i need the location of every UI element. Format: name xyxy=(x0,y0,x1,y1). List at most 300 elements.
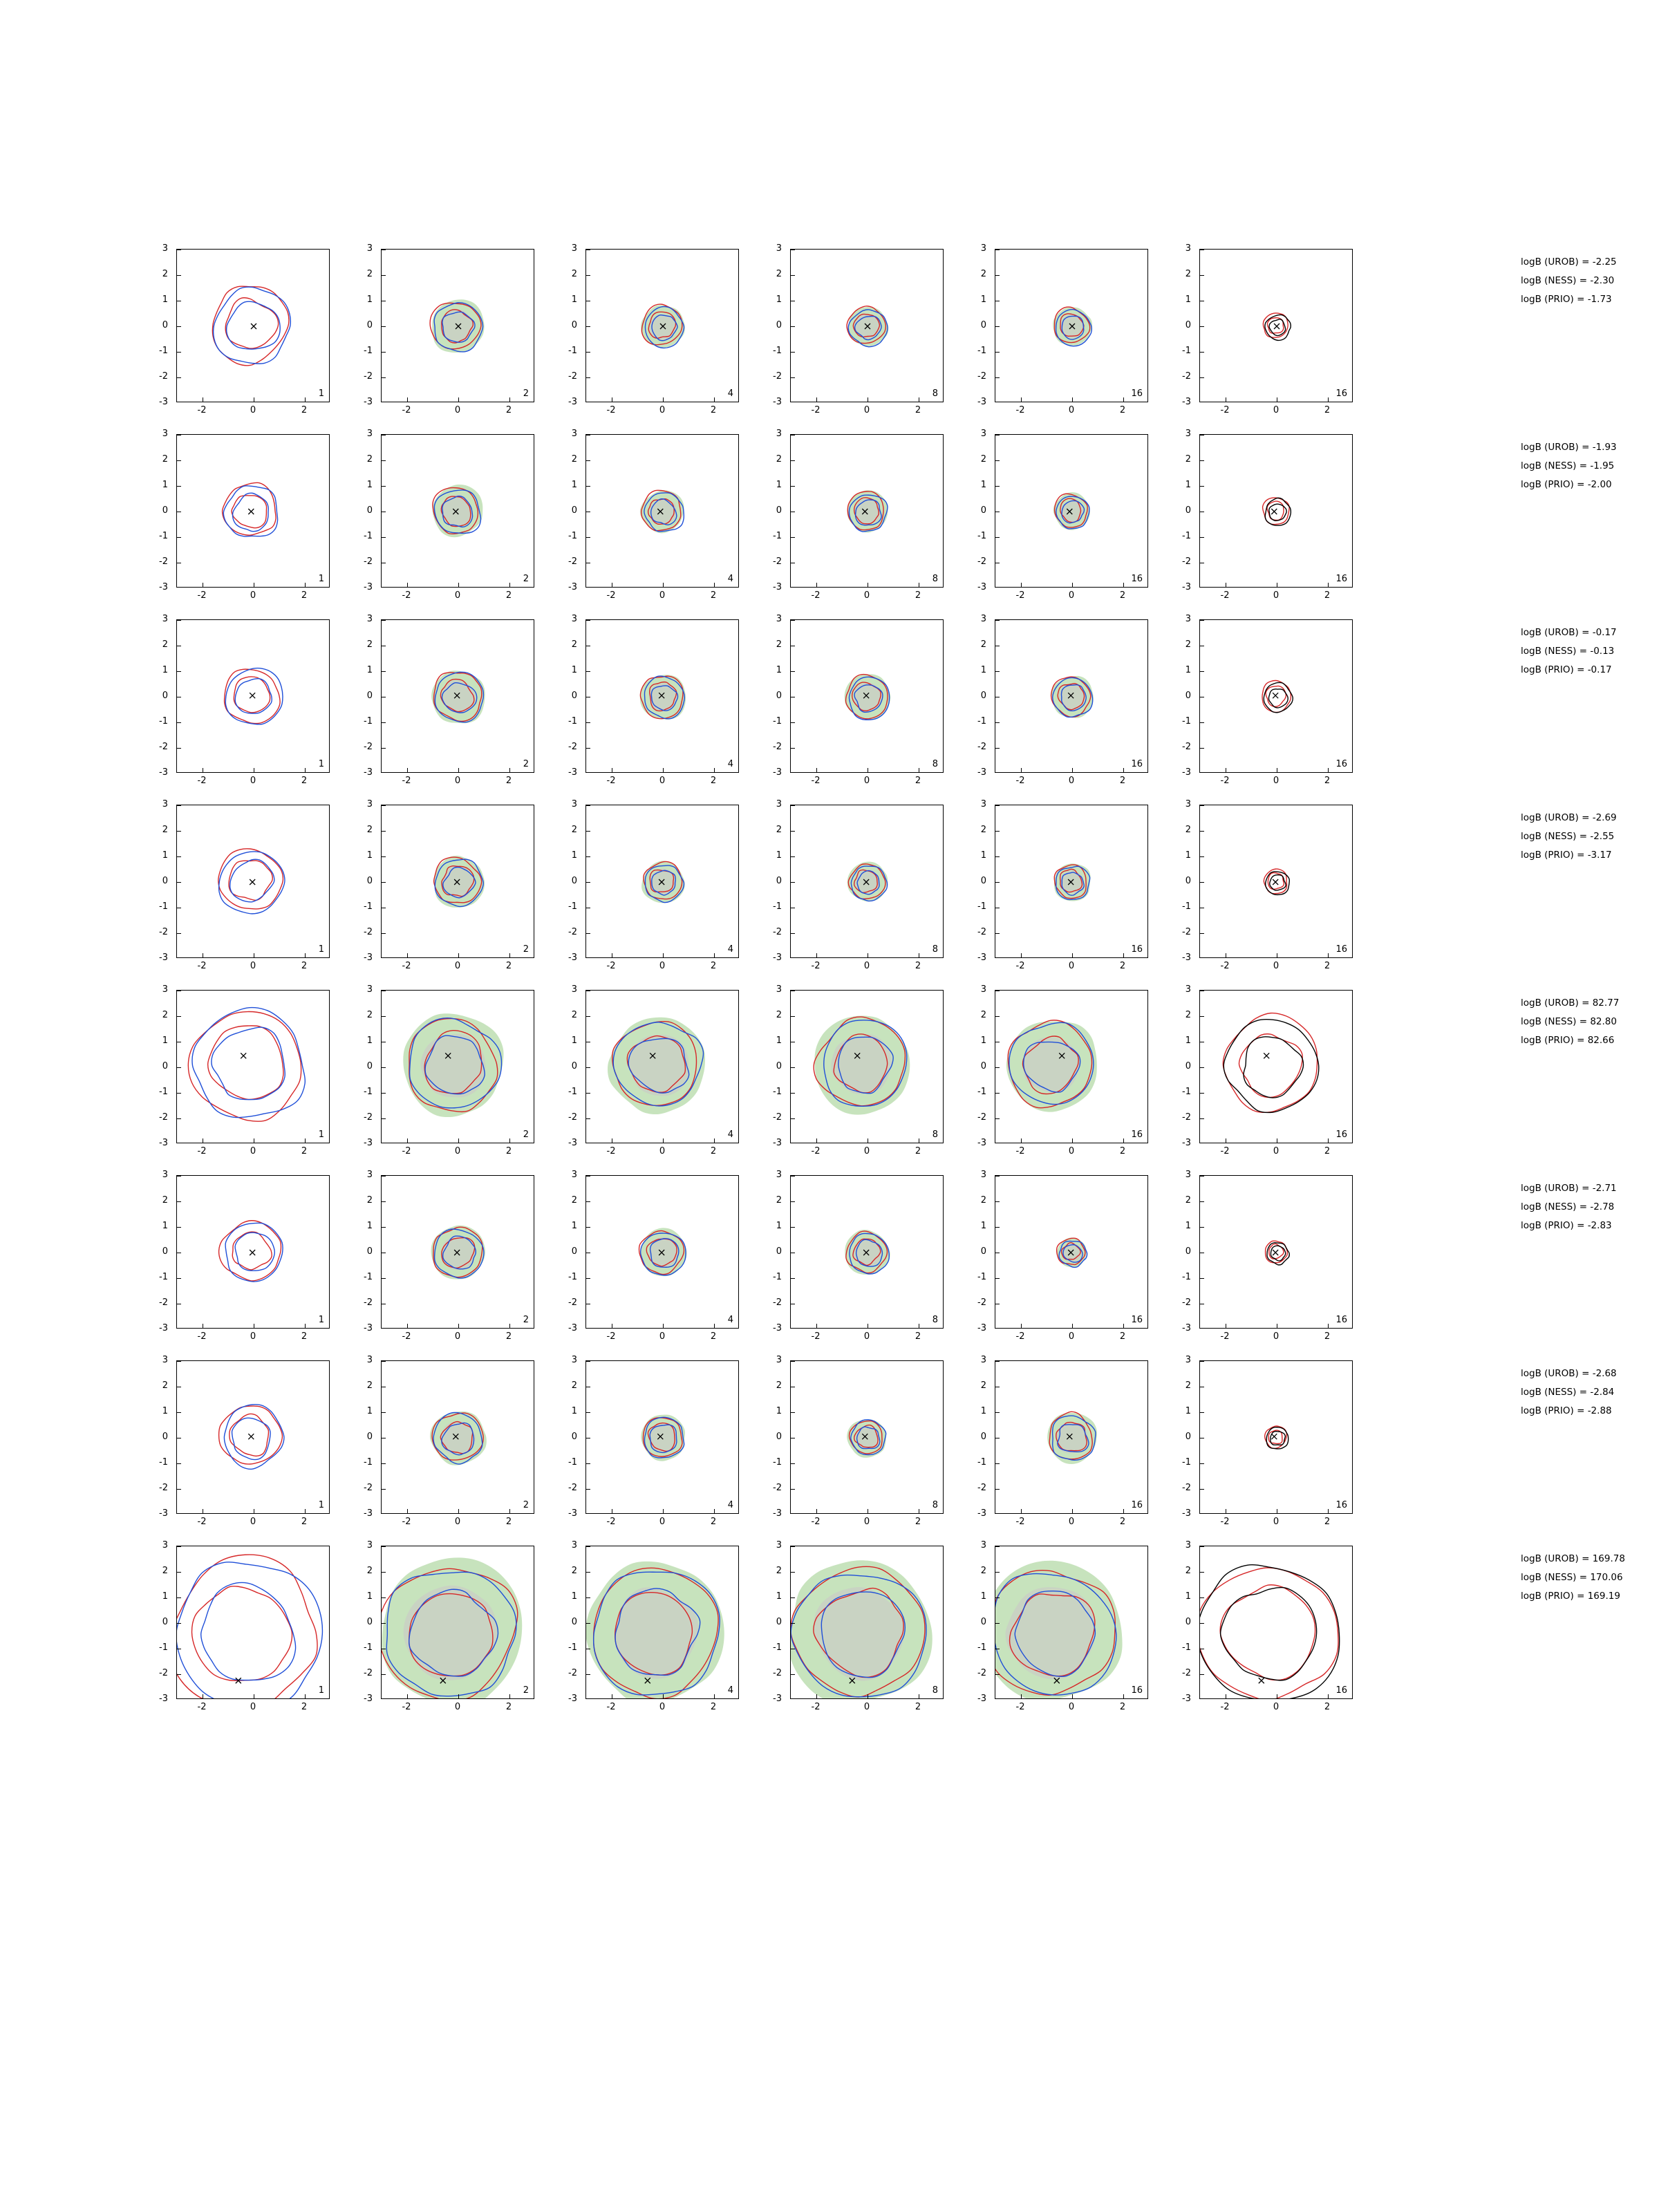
panel-row xyxy=(159,799,1404,990)
x-tick xyxy=(407,583,408,588)
y-tick-label: 2 xyxy=(1185,1380,1191,1391)
truth-marker-x xyxy=(1259,1678,1264,1683)
logb-annotation: logB (UROB) = 82.77 xyxy=(1521,997,1620,1009)
y-tick-label: -1 xyxy=(773,1272,782,1282)
y-tick-label: 0 xyxy=(571,1061,577,1071)
y-tick xyxy=(790,1546,795,1547)
y-tick-label: 2 xyxy=(1185,454,1191,465)
y-tick-label: -3 xyxy=(568,397,577,407)
y-tick-label: 1 xyxy=(1185,1035,1191,1046)
y-tick-label: 0 xyxy=(980,1617,986,1627)
panel-count-label: 16 xyxy=(1335,1500,1347,1510)
contour-panel xyxy=(159,614,330,786)
y-tick xyxy=(585,1674,590,1675)
y-tick-label: 1 xyxy=(1185,480,1191,490)
x-tick xyxy=(458,397,459,402)
y-tick-label: 1 xyxy=(571,850,577,861)
contour-layer xyxy=(995,250,1148,402)
y-tick-label: -3 xyxy=(364,767,373,778)
y-tick xyxy=(995,486,1000,487)
x-tick-label: 2 xyxy=(1119,1702,1126,1712)
x-tick xyxy=(407,397,408,402)
x-tick xyxy=(305,397,306,402)
x-tick-label: 2 xyxy=(1119,1517,1126,1527)
x-tick-label: 2 xyxy=(1119,590,1126,601)
y-tick-label: 2 xyxy=(571,269,577,279)
y-tick-label: -2 xyxy=(773,556,782,567)
y-tick xyxy=(381,352,386,353)
contour-layer xyxy=(382,991,534,1143)
y-tick-label: 0 xyxy=(1185,320,1191,330)
y-tick-label: 2 xyxy=(366,1010,373,1020)
contour-layer xyxy=(382,620,534,773)
y-tick-label: 2 xyxy=(776,1380,782,1391)
y-tick xyxy=(995,1067,1000,1068)
x-tick xyxy=(663,1138,664,1143)
x-tick xyxy=(509,1694,510,1699)
plot-axes xyxy=(381,434,534,588)
contour-layer xyxy=(382,250,534,402)
y-tick-label: 1 xyxy=(776,1035,782,1046)
y-tick-label: 2 xyxy=(980,639,986,650)
y-tick xyxy=(176,1278,181,1279)
x-tick xyxy=(509,1509,510,1514)
contour-panel xyxy=(364,799,534,971)
contour-panel xyxy=(1182,984,1353,1156)
y-tick-label: -1 xyxy=(977,901,986,912)
y-tick-label: 0 xyxy=(571,1617,577,1627)
y-tick xyxy=(995,1546,1000,1547)
x-tick-label: -2 xyxy=(606,405,616,415)
panel-count-label: 16 xyxy=(1131,1315,1143,1325)
x-tick-label: 0 xyxy=(1273,961,1280,971)
y-tick xyxy=(381,831,386,832)
y-tick-label: 0 xyxy=(162,691,168,701)
y-tick-label: -2 xyxy=(1182,1668,1191,1678)
y-tick-label: -1 xyxy=(159,531,168,541)
y-tick-label: 2 xyxy=(366,639,373,650)
truth-marker-x xyxy=(250,693,255,698)
contour-layer xyxy=(1200,1361,1353,1514)
y-tick-label: 2 xyxy=(571,825,577,835)
y-tick xyxy=(176,275,181,276)
plot-axes xyxy=(585,434,739,588)
x-tick-label: -2 xyxy=(402,1517,411,1527)
y-tick-label: 0 xyxy=(1185,691,1191,701)
y-tick-label: 1 xyxy=(1185,665,1191,675)
y-tick-label: 0 xyxy=(776,505,782,516)
y-tick-label: -2 xyxy=(977,1297,986,1308)
y-tick xyxy=(381,620,386,621)
x-tick-label: 2 xyxy=(915,776,921,786)
plot-axes xyxy=(1199,805,1353,958)
y-tick xyxy=(585,1118,590,1119)
y-tick-label: 0 xyxy=(980,1246,986,1257)
y-tick-label: -2 xyxy=(364,371,373,382)
x-tick xyxy=(305,1324,306,1329)
contour-layer xyxy=(1200,805,1353,958)
y-tick xyxy=(995,805,1000,806)
x-tick xyxy=(1021,1694,1022,1699)
y-tick xyxy=(585,1597,590,1598)
y-tick-label: -1 xyxy=(568,346,577,356)
y-tick-label: -1 xyxy=(159,716,168,727)
y-tick-label: -1 xyxy=(364,1642,373,1653)
y-tick-label: 1 xyxy=(162,1591,168,1602)
y-tick-label: -3 xyxy=(773,767,782,778)
plot-axes xyxy=(790,1175,944,1329)
y-tick-label: 2 xyxy=(571,1566,577,1576)
y-tick xyxy=(790,1412,795,1413)
y-tick xyxy=(995,352,1000,353)
contour-panel xyxy=(1182,429,1353,601)
y-tick-label: 3 xyxy=(162,243,168,254)
y-tick-label: 1 xyxy=(366,1406,373,1416)
x-tick-label: 2 xyxy=(301,1331,308,1342)
x-tick-label: -2 xyxy=(811,1146,821,1156)
y-tick xyxy=(790,326,795,327)
y-tick-label: -2 xyxy=(1182,742,1191,752)
panel-row xyxy=(159,1540,1404,1731)
y-tick-label: 0 xyxy=(366,691,373,701)
plot-axes xyxy=(995,1175,1148,1329)
x-tick-label: -2 xyxy=(197,1702,207,1712)
contour-panel xyxy=(159,799,330,971)
y-tick-label: -3 xyxy=(364,1694,373,1704)
x-tick xyxy=(509,768,510,773)
panel-count-label: 16 xyxy=(1335,388,1347,399)
x-tick xyxy=(1021,768,1022,773)
x-tick-label: 0 xyxy=(659,776,666,786)
x-tick xyxy=(1123,1694,1124,1699)
y-tick-label: 3 xyxy=(571,243,577,254)
y-tick-label: 0 xyxy=(366,505,373,516)
y-tick-label: 1 xyxy=(980,1591,986,1602)
y-tick-label: 1 xyxy=(980,665,986,675)
plot-axes xyxy=(790,990,944,1143)
y-tick-label: 0 xyxy=(776,1432,782,1442)
y-tick-label: 1 xyxy=(980,1221,986,1231)
y-tick-label: -1 xyxy=(1182,1457,1191,1468)
y-tick-label: -1 xyxy=(159,346,168,356)
y-tick xyxy=(790,1227,795,1228)
y-tick-label: 0 xyxy=(980,320,986,330)
y-tick xyxy=(995,460,1000,461)
y-tick-label: 2 xyxy=(980,1380,986,1391)
x-tick-label: 0 xyxy=(659,405,666,415)
contour-layer xyxy=(177,1546,330,1699)
x-tick-label: 0 xyxy=(659,1146,666,1156)
y-tick-label: -3 xyxy=(773,953,782,963)
y-tick xyxy=(1199,537,1204,538)
y-tick xyxy=(790,1278,795,1279)
y-tick-label: 2 xyxy=(366,1195,373,1206)
y-tick xyxy=(381,1278,386,1279)
y-tick-label: 0 xyxy=(366,1246,373,1257)
y-tick-label: 2 xyxy=(980,825,986,835)
y-tick xyxy=(176,1227,181,1228)
logb-annotation: logB (NESS) = 82.80 xyxy=(1521,1016,1617,1027)
y-tick-label: -3 xyxy=(773,1138,782,1148)
y-tick xyxy=(585,352,590,353)
y-tick xyxy=(995,1361,1000,1362)
y-tick xyxy=(1199,1597,1204,1598)
y-tick xyxy=(790,671,795,672)
y-tick-label: 1 xyxy=(776,1406,782,1416)
logb-annotation: logB (UROB) = 169.78 xyxy=(1521,1553,1625,1564)
y-tick-label: 1 xyxy=(1185,850,1191,861)
y-tick-label: 3 xyxy=(571,614,577,624)
x-tick xyxy=(407,1694,408,1699)
y-tick xyxy=(995,537,1000,538)
y-tick-label: 1 xyxy=(1185,1406,1191,1416)
x-tick-label: 0 xyxy=(1068,590,1075,601)
x-tick-label: 0 xyxy=(1273,1146,1280,1156)
logb-annotation: logB (PRIO) = -2.88 xyxy=(1521,1405,1612,1416)
x-tick-label: 2 xyxy=(710,1702,717,1712)
contour-panel xyxy=(977,1540,1148,1712)
y-tick xyxy=(1199,1489,1204,1490)
x-tick-label: -2 xyxy=(1220,776,1230,786)
y-tick xyxy=(585,831,590,832)
y-tick xyxy=(995,620,1000,621)
x-tick-label: 2 xyxy=(915,1517,921,1527)
plot-axes xyxy=(381,990,534,1143)
panel-count-label: 16 xyxy=(1131,1130,1143,1140)
y-tick-label: -1 xyxy=(364,346,373,356)
plot-axes xyxy=(585,1175,739,1329)
y-tick xyxy=(790,722,795,723)
y-tick xyxy=(381,1227,386,1228)
y-tick-label: 3 xyxy=(366,984,373,995)
x-tick xyxy=(816,1694,817,1699)
contour-layer xyxy=(1200,620,1353,773)
contour-line-red xyxy=(232,1232,272,1270)
y-tick-label: -3 xyxy=(364,953,373,963)
y-tick-label: 1 xyxy=(366,294,373,305)
panel-row xyxy=(159,1355,1404,1546)
contour-layer xyxy=(177,620,330,773)
x-tick-label: 0 xyxy=(454,1331,461,1342)
y-tick xyxy=(995,377,1000,378)
x-tick xyxy=(663,953,664,958)
y-tick-label: 1 xyxy=(980,1035,986,1046)
contour-panel xyxy=(568,243,739,415)
y-tick xyxy=(1199,1227,1204,1228)
y-tick-label: 2 xyxy=(1185,1195,1191,1206)
x-tick-label: 0 xyxy=(863,1331,870,1342)
y-tick-label: 3 xyxy=(366,1540,373,1550)
y-tick-label: 0 xyxy=(571,320,577,330)
contour-layer xyxy=(382,1176,534,1329)
y-tick-label: 1 xyxy=(571,665,577,675)
panel-count-label: 16 xyxy=(1335,1685,1347,1696)
y-tick xyxy=(995,1623,1000,1624)
plot-axes xyxy=(585,249,739,402)
y-tick-label: -1 xyxy=(159,1642,168,1653)
logb-annotation: logB (PRIO) = 169.19 xyxy=(1521,1591,1620,1602)
x-tick-label: 2 xyxy=(915,1702,921,1712)
x-tick xyxy=(1328,768,1329,773)
y-tick-label: 1 xyxy=(980,850,986,861)
contour-panel xyxy=(568,1540,739,1712)
y-tick xyxy=(381,326,386,327)
y-tick-label: -3 xyxy=(568,1323,577,1333)
contour-layer xyxy=(995,1546,1148,1699)
x-tick-label: 2 xyxy=(301,961,308,971)
x-tick-label: 0 xyxy=(250,776,256,786)
plot-axes xyxy=(176,434,330,588)
y-tick xyxy=(176,1463,181,1464)
contour-panel xyxy=(364,429,534,601)
y-tick-label: 1 xyxy=(1185,1591,1191,1602)
logb-annotation: logB (UROB) = -2.25 xyxy=(1521,256,1617,268)
contour-layer xyxy=(177,1361,330,1514)
panel-count-label: 4 xyxy=(727,574,733,584)
y-tick xyxy=(381,1093,386,1094)
y-tick-label: -2 xyxy=(977,1112,986,1123)
panel-count-label: 16 xyxy=(1335,759,1347,769)
y-tick-label: -2 xyxy=(364,556,373,567)
x-tick-label: 0 xyxy=(1273,1517,1280,1527)
x-tick-label: -2 xyxy=(197,1331,207,1342)
contour-layer xyxy=(586,1176,739,1329)
y-tick-label: 2 xyxy=(162,454,168,465)
y-tick-label: 2 xyxy=(162,1566,168,1576)
y-tick-label: -3 xyxy=(1182,1138,1191,1148)
y-tick-label: 1 xyxy=(366,850,373,861)
y-tick-label: -1 xyxy=(159,901,168,912)
contour-layer xyxy=(791,805,944,958)
y-tick-label: 3 xyxy=(571,429,577,439)
y-tick-label: -3 xyxy=(977,767,986,778)
plot-axes xyxy=(176,1546,330,1699)
panel-count-label: 1 xyxy=(318,944,324,955)
y-tick-label: 2 xyxy=(1185,825,1191,835)
y-tick-label: 0 xyxy=(366,1432,373,1442)
panel-count-label: 16 xyxy=(1131,1685,1143,1696)
y-tick-label: 1 xyxy=(776,294,782,305)
y-tick xyxy=(176,1546,181,1547)
contour-panel xyxy=(773,429,944,601)
x-tick-label: 0 xyxy=(1068,1702,1075,1712)
y-tick xyxy=(995,933,1000,934)
y-tick xyxy=(790,1118,795,1119)
contour-layer xyxy=(995,1176,1148,1329)
contour-panel xyxy=(159,429,330,601)
contour-panel xyxy=(159,984,330,1156)
x-tick-label: 2 xyxy=(1119,1331,1126,1342)
y-tick-label: 0 xyxy=(980,691,986,701)
x-tick xyxy=(305,1138,306,1143)
x-tick-label: 2 xyxy=(1324,1331,1331,1342)
y-tick-label: 0 xyxy=(571,691,577,701)
x-tick-label: 0 xyxy=(659,590,666,601)
y-tick xyxy=(176,486,181,487)
x-tick xyxy=(714,768,715,773)
x-tick xyxy=(305,583,306,588)
x-tick-label: 2 xyxy=(710,590,717,601)
y-tick-label: 2 xyxy=(776,1010,782,1020)
y-tick-label: -2 xyxy=(1182,927,1191,937)
logb-annotation: logB (UROB) = -2.69 xyxy=(1521,812,1617,823)
y-tick-label: 0 xyxy=(980,505,986,516)
y-tick xyxy=(1199,620,1204,621)
y-tick-label: 2 xyxy=(776,454,782,465)
y-tick-label: 3 xyxy=(980,984,986,995)
y-tick-label: 3 xyxy=(1185,429,1191,439)
y-tick xyxy=(790,1674,795,1675)
panel-count-label: 8 xyxy=(932,1685,938,1696)
y-tick xyxy=(176,352,181,353)
y-tick xyxy=(790,933,795,934)
y-tick-label: 2 xyxy=(980,269,986,279)
y-tick-label: 0 xyxy=(980,1061,986,1071)
y-tick xyxy=(176,1572,181,1573)
x-tick xyxy=(1072,768,1073,773)
y-tick-label: -2 xyxy=(773,742,782,752)
contour-layer xyxy=(382,805,534,958)
x-tick-label: -2 xyxy=(811,1517,821,1527)
contour-line-blue xyxy=(177,1562,322,1699)
y-tick xyxy=(176,1118,181,1119)
y-tick xyxy=(176,326,181,327)
x-tick xyxy=(1123,397,1124,402)
x-tick xyxy=(816,1509,817,1514)
x-tick-label: 0 xyxy=(250,1702,256,1712)
contour-layer xyxy=(995,435,1148,588)
x-tick-label: 0 xyxy=(250,961,256,971)
contour-panel xyxy=(159,243,330,415)
y-tick xyxy=(176,1597,181,1598)
y-tick-label: 0 xyxy=(162,320,168,330)
contour-panel xyxy=(1182,1540,1353,1712)
x-tick-label: 2 xyxy=(915,405,921,415)
y-tick xyxy=(381,722,386,723)
y-tick xyxy=(995,1489,1000,1490)
y-tick-label: 3 xyxy=(980,1355,986,1365)
y-tick-label: 1 xyxy=(366,665,373,675)
x-tick xyxy=(1328,583,1329,588)
y-tick-label: -3 xyxy=(568,1694,577,1704)
y-tick-label: -1 xyxy=(568,1272,577,1282)
y-tick xyxy=(381,1201,386,1202)
y-tick xyxy=(790,1597,795,1598)
plot-axes xyxy=(176,619,330,773)
y-tick-label: -2 xyxy=(568,1668,577,1678)
y-tick-label: 2 xyxy=(776,825,782,835)
panel-row xyxy=(159,1170,1404,1360)
panel-count-label: 2 xyxy=(523,574,529,584)
contour-panel xyxy=(159,1540,330,1712)
contour-line-red xyxy=(232,496,266,528)
y-tick-label: 0 xyxy=(571,1432,577,1442)
y-tick-label: -2 xyxy=(568,1297,577,1308)
y-tick-label: 3 xyxy=(1185,799,1191,809)
y-tick-label: 3 xyxy=(162,614,168,624)
y-tick-label: -2 xyxy=(364,742,373,752)
y-tick-label: 2 xyxy=(1185,639,1191,650)
y-tick-label: -2 xyxy=(568,927,577,937)
y-tick xyxy=(1199,1463,1204,1464)
y-tick xyxy=(585,1176,590,1177)
x-tick-label: -2 xyxy=(1220,1517,1230,1527)
y-tick-label: 3 xyxy=(162,1355,168,1365)
y-tick-label: -2 xyxy=(159,1668,168,1678)
x-tick xyxy=(816,1138,817,1143)
y-tick xyxy=(176,805,181,806)
contour-panel xyxy=(977,1170,1148,1342)
